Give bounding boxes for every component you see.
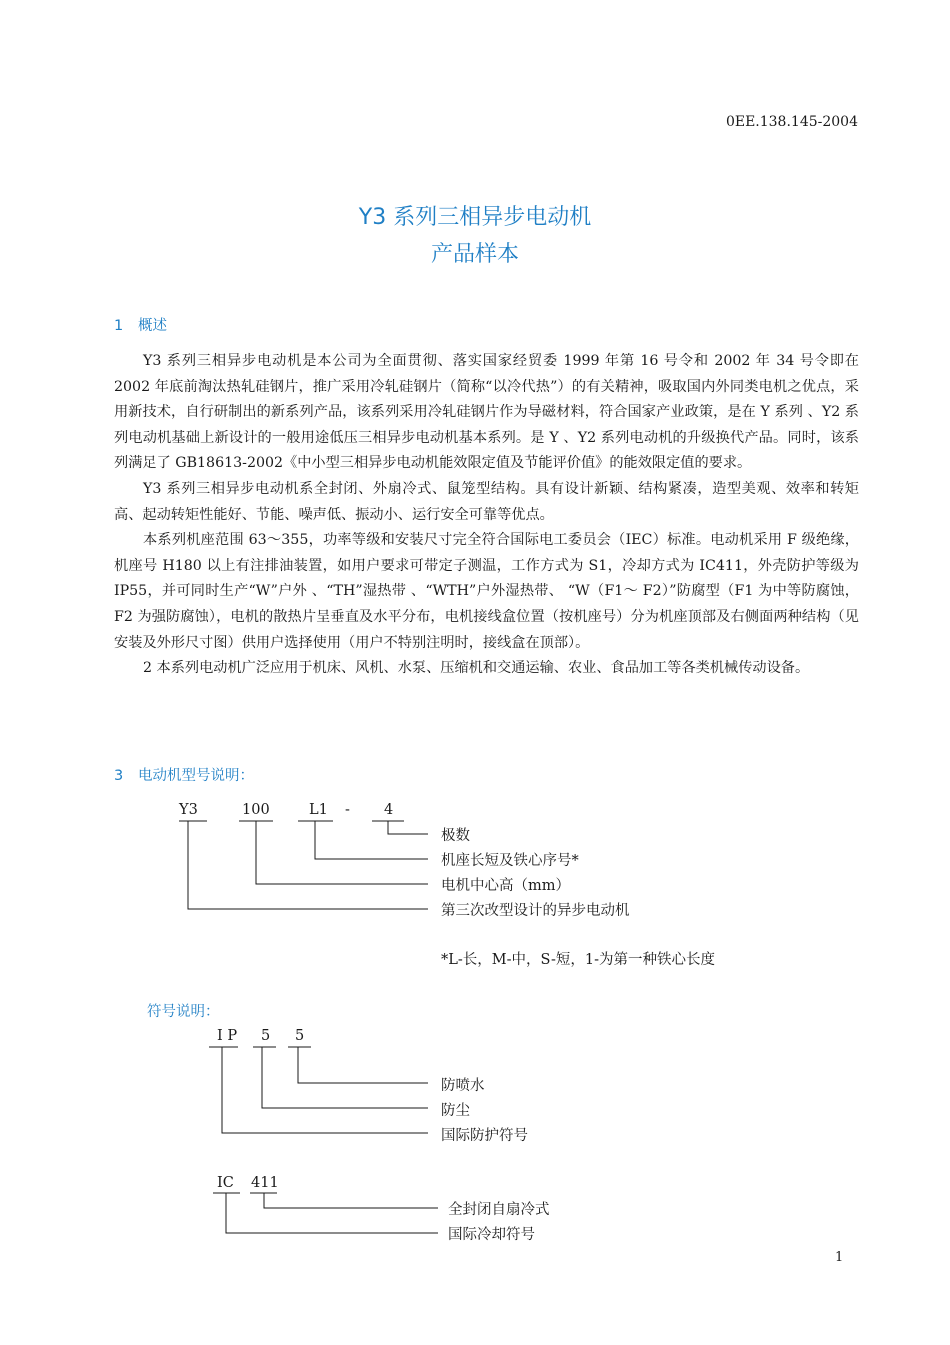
symbol-heading: 符号说明：: [147, 1004, 220, 1020]
ip-leader-water: [298, 1047, 428, 1083]
model-label-frame-length: 机座长短及铁心序号*: [441, 853, 579, 869]
document-code: 0EE.138.145-2004: [725, 114, 858, 130]
section-3-heading: [114, 764, 254, 785]
section-number: 1: [114, 318, 124, 334]
page-subtitle: 产品样本: [430, 242, 519, 267]
model-leader-poles: [388, 821, 428, 834]
ic-leader-cooling-type: [264, 1193, 438, 1208]
page-title: Y3 系列三相异步电动机: [358, 205, 592, 230]
ip-code-digit-1: 5: [261, 1028, 271, 1044]
ip-code-digit-2: 5: [295, 1028, 305, 1044]
ip-label-water: 防喷水: [441, 1078, 485, 1094]
model-code-height: 100: [242, 802, 270, 818]
model-code-length: L1: [309, 802, 328, 818]
paragraph: Y3 系列三相异步电动机系全封闭、外扇冷式、鼠笼型结构。具有设计新颖、结构紧凑，造型美观、效率和转矩高、起动转矩性能好、节能、噪声低、振动小、运行安全可靠等优点。: [114, 480, 859, 523]
model-leader-series: [188, 821, 428, 909]
model-leader-length: [315, 821, 428, 859]
ip-label-protection: 国际防护符号: [441, 1128, 528, 1144]
paragraph: 本系列机座范围 63～355，功率等级和安装尺寸完全符合国际电工委员会（IEC）标准。电动机采用 F 级绝缘，机座号 H180 以上有注排油装置，如用户要求可带定子测温，工作方式为 S1，冷却方式为 IC411，外壳防护等级为 IP55，并可同时生产“W”户外 、“TH”湿热带 、“WTH”户外湿热带、 “W（F1～ F2）”防腐型（F1 为中等防腐蚀， F2 为强防腐蚀），电机的散热片呈垂直及水平分布，电机接线盒位置（按机座号）分为机座顶部及右侧面两种结构（见安装及外形尺寸图）供用户选择使用（用户不特别注明时，接线盒在顶部）。: [114, 532, 859, 651]
section-1-heading: [114, 314, 167, 335]
ip-label-dust: 防尘: [441, 1103, 470, 1119]
ic-code-digits: 411: [251, 1175, 279, 1191]
model-leader-height: [256, 821, 428, 884]
section-title: 电动机型号说明：: [138, 768, 254, 784]
ic-label-cooling-type: 全封闭自扇冷式: [448, 1202, 550, 1218]
ip-leader-dust: [262, 1047, 428, 1108]
model-code-note: *L-长，M-中，S-短，1-为第一种铁心长度: [441, 952, 716, 968]
model-label-poles: 极数: [441, 828, 470, 844]
ip-leader-protection: [222, 1047, 428, 1133]
model-label-center-height: 电机中心高（mm）: [441, 878, 570, 894]
ic-code-letters: IC: [217, 1175, 234, 1191]
overview-body: [114, 349, 859, 682]
section-number: 3: [114, 768, 124, 784]
ic-leader-cooling-symbol: [226, 1193, 438, 1233]
model-code-series: Y3: [179, 802, 198, 818]
model-code-poles: 4: [384, 802, 394, 818]
paragraph: 2 本系列电动机广泛应用于机床、风机、水泵、压缩机和交通运输、农业、食品加工等各类机械传动设备。: [143, 660, 810, 677]
ic-label-cooling-symbol: 国际冷却符号: [448, 1227, 535, 1243]
section-title: 概述: [138, 318, 167, 334]
model-label-series: 第三次改型设计的异步电动机: [441, 903, 630, 919]
model-code-dash: -: [345, 802, 350, 818]
ip-code-letters: I P: [217, 1028, 238, 1044]
page-number: 1: [835, 1250, 844, 1265]
paragraph: Y3 系列三相异步电动机是本公司为全面贯彻、落实国家经贸委 1999 年第 16 号令和 2002 年 34 号令即在 2002 年底前淘汰热轧硅钢片，推广采用冷轧硅钢片（简称“以冷代热”）的有关精神，吸取国内外同类电机之优点，采用新技术，自行研制出的新系列产品，该系列采用冷轧硅钢片作为导磁材料，符合国家产业政策，是在 Y 系列 、Y2 系列电动机基础上新设计的一般用途低压三相异步电动机基本系列。是 Y 、Y2 系列电动机的升级换代产品。同时，该系列满足了 GB18613-2002《中小型三相异步电动机能效限定值及节能评价值》的能效限定值的要求。: [114, 353, 859, 472]
